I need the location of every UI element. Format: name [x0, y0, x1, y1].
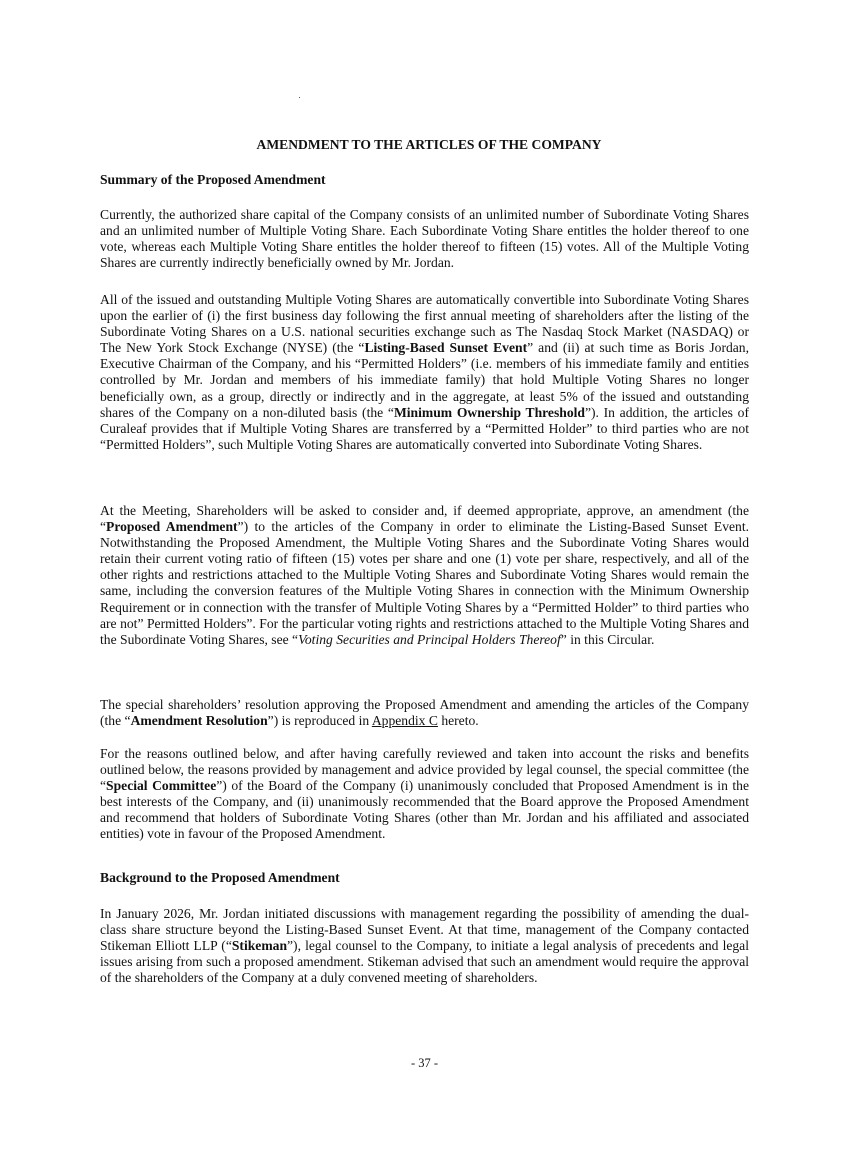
paragraph-conversion: [100, 292, 749, 453]
defined-term: Listing-Based Sunset Event: [364, 340, 528, 356]
text: In January 2026, Mr. Jordan initiated discussions with management regarding the possibility of amending the dual-class share structure beyond the Listing-Based Sunset Event. At that time, management of the Company contacted Stikeman Elliott LLP (“: [100, 906, 749, 954]
text: ”) is reproduced in: [267, 713, 372, 729]
page-number: - 37 -: [410, 1056, 439, 1070]
page-title: AMENDMENT TO THE ARTICLES OF THE COMPANY: [256, 137, 602, 152]
text: At the Meeting, Shareholders will be asked to consider and, if deemed appropriate, approve, an amendment (the “: [100, 503, 749, 535]
defined-term: Special Committee: [106, 778, 217, 794]
section-heading-summary: Summary of the Proposed Amendment: [100, 172, 326, 187]
text: ”), legal counsel to the Company, to initiate a legal analysis of precedents and legal issues arising from such a proposed amendment. Stikeman advised that such an amendment would require the approval of the shareholders of the Company at a duly convened meeting of shareholders.: [100, 938, 749, 986]
section-heading-background: Background to the Proposed Amendment: [100, 870, 340, 885]
defined-term: Stikeman: [231, 938, 288, 954]
paragraph-resolution: [100, 697, 749, 729]
text: The special shareholders’ resolution approving the Proposed Amendment and amending the articles of the Company (the “: [100, 697, 749, 729]
defined-term: Proposed Amendment: [106, 519, 238, 535]
text: For the reasons outlined below, and after having carefully reviewed and taken into account the risks and benefits outlined below, the reasons provided by management and advice provided by legal counsel, the special committee (the “: [100, 746, 749, 794]
cross-reference: Voting Securities and Principal Holders Thereof: [298, 631, 561, 647]
text: ”) to the articles of the Company in order to eliminate the Listing-Based Sunset Event. Notwithstanding the Proposed Amendment, the Multiple Voting Shares and the Subordinate Voting Shares would retain their current voting ratio of fifteen (15) votes per share and one (1) vote per share, respectively, and all of the other rights and restrictions attached to the Multiple Voting Shares and Subordinate Voting Shares would remain the same, including the conversion features of the Multiple Voting Shares in connection with the Minimum Ownership Requirement or in connection with the transfer of Multiple Voting Shares by a “Permitted Holder” to third parties who are not” Permitted Holders”. For the particular voting rights and restrictions attached to the Multiple Voting Shares and the Subordinate Voting Shares, see “: [100, 519, 749, 647]
text: All of the issued and outstanding Multiple Voting Shares are automatically convertible into Subordinate Voting Shares upon the earlier of (i) the first business day following the first annual meeting of shareholders after the listing of the Subordinate Voting Shares on a U.S. national securities exchange such as The Nasdaq Stock Market (NASDAQ) or The New York Stock Exchange (NYSE) (the “: [100, 292, 749, 356]
text: ”). In addition, the articles of Curaleaf provides that if Multiple Voting Shares are transferred by a “Permitted Holder” to third parties who are not “Permitted Holders”, such Multiple Voting Shares are automatically converted into Subordinate Voting Shares.: [100, 404, 749, 452]
stray-dot: [299, 97, 300, 98]
paragraph-special-committee: [100, 746, 749, 843]
text: ”) of the Board of the Company (i) unanimously concluded that Proposed Amendment is in the best interests of the Company, and (ii) unanimously recommended that the Board approve the Proposed Amendment and recommend that holders of Subordinate Voting Shares (other than Mr. Jordan and his affiliated and associated entities) vote in favour of the Proposed Amendment.: [100, 778, 749, 842]
defined-term: Amendment Resolution: [130, 713, 268, 729]
paragraph-background: [100, 906, 749, 986]
text: hereto.: [437, 713, 479, 729]
defined-term: Minimum Ownership Threshold: [393, 404, 585, 420]
text: ” and (ii) at such time as Boris Jordan, Executive Chairman of the Company, and his “Permitted Holders” (i.e. members of his immediate family and entities controlled by Mr. Jordan and members of his immediate family) that hold Multiple Voting Shares no longer beneficially own, as a group, directly or indirectly and in the aggregate, at least 5% of the issued and outstanding shares of the Company on a non-diluted basis (the “: [100, 340, 750, 420]
text: ” in this Circular.: [560, 631, 655, 647]
paragraph-share-capital: Currently, the authorized share capital of the Company consists of an unlimited number of Subordinate Voting Shares and an unlimited number of Multiple Voting Share. Each Subordinate Voting Share entitles the holder thereof to one vote, whereas each Multiple Voting Share entitles the holder thereof to fifteen (15) votes. All of the Multiple Voting Shares are currently indirectly beneficially owned by Mr. Jordan.: [100, 207, 749, 271]
appendix-link[interactable]: Appendix C: [371, 713, 438, 729]
paragraph-meeting: [100, 503, 749, 648]
